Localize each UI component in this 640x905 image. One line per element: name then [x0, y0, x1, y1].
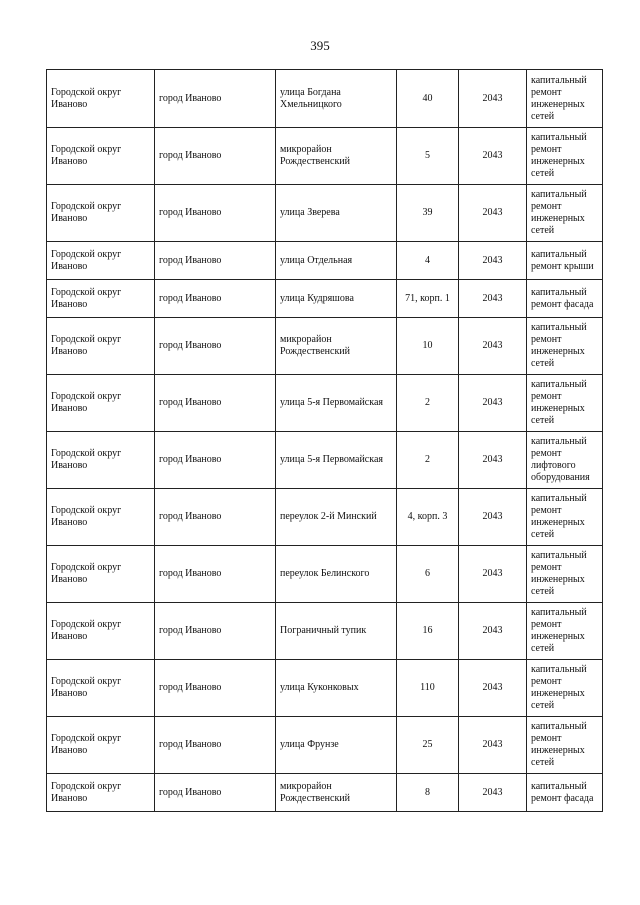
okrug-cell: Городской округ Иваново: [47, 489, 155, 546]
okrug-cell: Городской округ Иваново: [47, 375, 155, 432]
work-type-cell: капитальный ремонт инженерных сетей: [527, 70, 603, 128]
year-cell: 2043: [459, 489, 527, 546]
house-number-cell: 10: [397, 318, 459, 375]
okrug-cell: Городской округ Иваново: [47, 660, 155, 717]
city-cell: город Иваново: [155, 128, 276, 185]
year-cell: 2043: [459, 717, 527, 774]
table-row: [47, 185, 603, 242]
house-number-cell: 71, корп. 1: [397, 280, 459, 318]
house-number-cell: 6: [397, 546, 459, 603]
work-type-cell: капитальный ремонт инженерных сетей: [527, 546, 603, 603]
house-number-cell: 110: [397, 660, 459, 717]
okrug-cell: Городской округ Иваново: [47, 318, 155, 375]
table-row: [47, 318, 603, 375]
okrug-cell: Городской округ Иваново: [47, 717, 155, 774]
city-cell: город Иваново: [155, 242, 276, 280]
street-cell: микрорайон Рождественский: [276, 774, 397, 812]
table-row: [47, 242, 603, 280]
table-row: [47, 128, 603, 185]
city-cell: город Иваново: [155, 603, 276, 660]
street-cell: переулок Белинского: [276, 546, 397, 603]
table-row: [47, 603, 603, 660]
okrug-cell: Городской округ Иваново: [47, 185, 155, 242]
work-type-cell: капитальный ремонт лифтового оборудования: [527, 432, 603, 489]
table-row: [47, 717, 603, 774]
city-cell: город Иваново: [155, 375, 276, 432]
okrug-cell: Городской округ Иваново: [47, 242, 155, 280]
city-cell: город Иваново: [155, 546, 276, 603]
city-cell: город Иваново: [155, 70, 276, 128]
street-cell: микрорайон Рождественский: [276, 128, 397, 185]
okrug-cell: Городской округ Иваново: [47, 280, 155, 318]
city-cell: город Иваново: [155, 185, 276, 242]
year-cell: 2043: [459, 660, 527, 717]
year-cell: 2043: [459, 70, 527, 128]
table-row: [47, 280, 603, 318]
table-row: [47, 660, 603, 717]
house-number-cell: 40: [397, 70, 459, 128]
okrug-cell: Городской округ Иваново: [47, 603, 155, 660]
year-cell: 2043: [459, 603, 527, 660]
work-type-cell: капитальный ремонт инженерных сетей: [527, 128, 603, 185]
street-cell: улица Отдельная: [276, 242, 397, 280]
okrug-cell: Городской округ Иваново: [47, 128, 155, 185]
work-type-cell: капитальный ремонт фасада: [527, 774, 603, 812]
work-type-cell: капитальный ремонт инженерных сетей: [527, 660, 603, 717]
year-cell: 2043: [459, 280, 527, 318]
city-cell: город Иваново: [155, 660, 276, 717]
year-cell: 2043: [459, 128, 527, 185]
work-type-cell: капитальный ремонт инженерных сетей: [527, 185, 603, 242]
street-cell: Пограничный тупик: [276, 603, 397, 660]
street-cell: улица 5-я Первомайская: [276, 432, 397, 489]
table-row: [47, 774, 603, 812]
table-row: [47, 375, 603, 432]
house-number-cell: 8: [397, 774, 459, 812]
year-cell: 2043: [459, 375, 527, 432]
okrug-cell: Городской округ Иваново: [47, 432, 155, 489]
year-cell: 2043: [459, 774, 527, 812]
house-number-cell: 4: [397, 242, 459, 280]
okrug-cell: Городской округ Иваново: [47, 546, 155, 603]
city-cell: город Иваново: [155, 280, 276, 318]
year-cell: 2043: [459, 318, 527, 375]
house-number-cell: 25: [397, 717, 459, 774]
work-type-cell: капитальный ремонт инженерных сетей: [527, 489, 603, 546]
table-row: [47, 432, 603, 489]
street-cell: улица Куконковых: [276, 660, 397, 717]
house-number-cell: 2: [397, 375, 459, 432]
city-cell: город Иваново: [155, 432, 276, 489]
work-type-cell: капитальный ремонт фасада: [527, 280, 603, 318]
house-number-cell: 16: [397, 603, 459, 660]
okrug-cell: Городской округ Иваново: [47, 70, 155, 128]
year-cell: 2043: [459, 546, 527, 603]
city-cell: город Иваново: [155, 489, 276, 546]
house-number-cell: 39: [397, 185, 459, 242]
street-cell: улица 5-я Первомайская: [276, 375, 397, 432]
street-cell: улица Кудряшова: [276, 280, 397, 318]
year-cell: 2043: [459, 432, 527, 489]
table-row: [47, 489, 603, 546]
street-cell: переулок 2-й Минский: [276, 489, 397, 546]
city-cell: город Иваново: [155, 774, 276, 812]
table-row: [47, 70, 603, 128]
house-number-cell: 4, корп. 3: [397, 489, 459, 546]
repair-registry-table: [46, 69, 603, 812]
page-number: 395: [310, 38, 330, 53]
street-cell: улица Фрунзе: [276, 717, 397, 774]
work-type-cell: капитальный ремонт крыши: [527, 242, 603, 280]
work-type-cell: капитальный ремонт инженерных сетей: [527, 375, 603, 432]
work-type-cell: капитальный ремонт инженерных сетей: [527, 318, 603, 375]
registry-table-body: [47, 70, 603, 812]
city-cell: город Иваново: [155, 717, 276, 774]
street-cell: улица Зверева: [276, 185, 397, 242]
okrug-cell: Городской округ Иваново: [47, 774, 155, 812]
work-type-cell: капитальный ремонт инженерных сетей: [527, 717, 603, 774]
street-cell: микрорайон Рождественский: [276, 318, 397, 375]
street-cell: улица Богдана Хмельницкого: [276, 70, 397, 128]
house-number-cell: 2: [397, 432, 459, 489]
year-cell: 2043: [459, 185, 527, 242]
city-cell: город Иваново: [155, 318, 276, 375]
work-type-cell: капитальный ремонт инженерных сетей: [527, 603, 603, 660]
table-row: [47, 546, 603, 603]
house-number-cell: 5: [397, 128, 459, 185]
year-cell: 2043: [459, 242, 527, 280]
